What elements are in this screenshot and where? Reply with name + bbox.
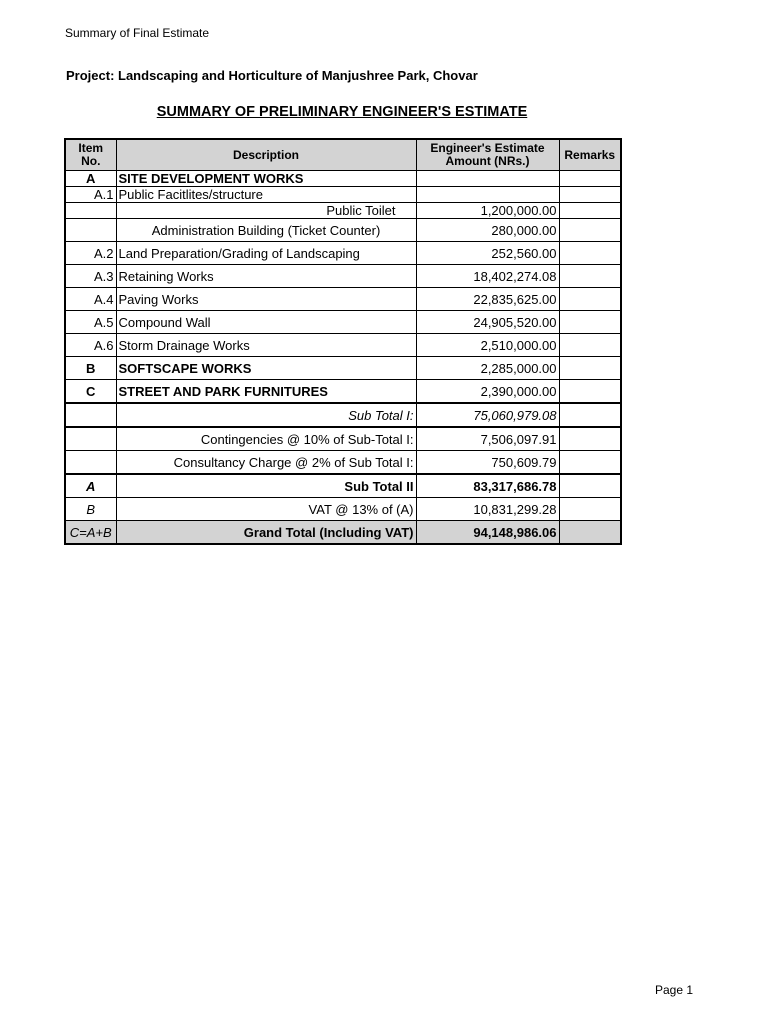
amount-cell: 10,831,299.28 (416, 498, 559, 521)
description-cell: SITE DEVELOPMENT WORKS (116, 171, 416, 187)
amount-cell: 94,148,986.06 (416, 521, 559, 545)
description-cell: Retaining Works (116, 265, 416, 288)
item-no-cell: A (65, 171, 116, 187)
remarks-cell (559, 357, 621, 380)
item-no-cell: A (65, 474, 116, 498)
item-no-cell (65, 403, 116, 427)
item-no-cell (65, 427, 116, 451)
description-cell: Sub Total II (116, 474, 416, 498)
table-header-row (65, 139, 621, 171)
amount-cell: 2,510,000.00 (416, 334, 559, 357)
amount-cell: 252,560.00 (416, 242, 559, 265)
amount-cell: 2,285,000.00 (416, 357, 559, 380)
amount-cell: 7,506,097.91 (416, 427, 559, 451)
table-row (65, 451, 621, 475)
column-header-item-no: Item No. (65, 139, 116, 171)
column-header-description: Description (116, 139, 416, 171)
item-no-cell: A.1 (65, 187, 116, 203)
description-cell: Administration Building (Ticket Counter) (116, 219, 416, 242)
remarks-cell (559, 474, 621, 498)
remarks-cell (559, 403, 621, 427)
amount-cell: 18,402,274.08 (416, 265, 559, 288)
remarks-cell (559, 242, 621, 265)
item-no-cell: C=A+B (65, 521, 116, 545)
item-no-cell: B (65, 498, 116, 521)
table-row (65, 334, 621, 357)
remarks-cell (559, 219, 621, 242)
description-cell: Land Preparation/Grading of Landscaping (116, 242, 416, 265)
table-row (65, 242, 621, 265)
description-cell: Storm Drainage Works (116, 334, 416, 357)
amount-cell: 24,905,520.00 (416, 311, 559, 334)
description-cell: VAT @ 13% of (A) (116, 498, 416, 521)
table-row (65, 311, 621, 334)
item-no-cell: C (65, 380, 116, 404)
remarks-cell (559, 171, 621, 187)
description-cell: Public Facitlites/structure (116, 187, 416, 203)
amount-cell: 750,609.79 (416, 451, 559, 475)
remarks-cell (559, 451, 621, 475)
description-cell: SOFTSCAPE WORKS (116, 357, 416, 380)
item-no-cell: A.3 (65, 265, 116, 288)
table-row (65, 380, 621, 404)
table-row (65, 171, 621, 187)
amount-cell: 75,060,979.08 (416, 403, 559, 427)
table-row (65, 265, 621, 288)
subtotal-row (65, 474, 621, 498)
subtotal-row (65, 403, 621, 427)
estimate-table (64, 138, 622, 545)
table-row (65, 203, 621, 219)
table-row (65, 427, 621, 451)
column-header-amount: Engineer's Estimate Amount (NRs.) (416, 139, 559, 171)
description-cell: Contingencies @ 10% of Sub-Total I: (116, 427, 416, 451)
table-row (65, 219, 621, 242)
remarks-cell (559, 203, 621, 219)
item-no-cell: A.6 (65, 334, 116, 357)
remarks-cell (559, 521, 621, 545)
item-no-cell (65, 451, 116, 475)
remarks-cell (559, 380, 621, 404)
item-no-cell: B (65, 357, 116, 380)
remarks-cell (559, 427, 621, 451)
table-row (65, 498, 621, 521)
item-no-cell: A.5 (65, 311, 116, 334)
description-cell: Compound Wall (116, 311, 416, 334)
document-header: Summary of Final Estimate (65, 26, 210, 40)
remarks-cell (559, 498, 621, 521)
amount-cell: 280,000.00 (416, 219, 559, 242)
item-no-cell (65, 203, 116, 219)
amount-cell (416, 171, 559, 187)
remarks-cell (559, 288, 621, 311)
item-no-cell: A.4 (65, 288, 116, 311)
remarks-cell (559, 311, 621, 334)
remarks-cell (559, 265, 621, 288)
page-title: SUMMARY OF PRELIMINARY ENGINEER'S ESTIMATE (156, 104, 528, 120)
page-number: Page 1 (655, 983, 694, 997)
amount-cell: 22,835,625.00 (416, 288, 559, 311)
grand-total-row (65, 521, 621, 545)
project-title: Project: Landscaping and Horticulture of Manjushree Park, Chovar (66, 68, 478, 83)
description-cell: Sub Total I: (116, 403, 416, 427)
amount-cell (416, 187, 559, 203)
description-cell: Grand Total (Including VAT) (116, 521, 416, 545)
description-cell: Paving Works (116, 288, 416, 311)
table-row (65, 187, 621, 203)
amount-cell: 83,317,686.78 (416, 474, 559, 498)
table-row (65, 357, 621, 380)
column-header-remarks: Remarks (559, 139, 621, 171)
description-cell: Public Toilet (116, 203, 416, 219)
amount-cell: 2,390,000.00 (416, 380, 559, 404)
description-cell: STREET AND PARK FURNITURES (116, 380, 416, 404)
description-cell: Consultancy Charge @ 2% of Sub Total I: (116, 451, 416, 475)
amount-cell: 1,200,000.00 (416, 203, 559, 219)
remarks-cell (559, 187, 621, 203)
remarks-cell (559, 334, 621, 357)
item-no-cell: A.2 (65, 242, 116, 265)
table-row (65, 288, 621, 311)
item-no-cell (65, 219, 116, 242)
